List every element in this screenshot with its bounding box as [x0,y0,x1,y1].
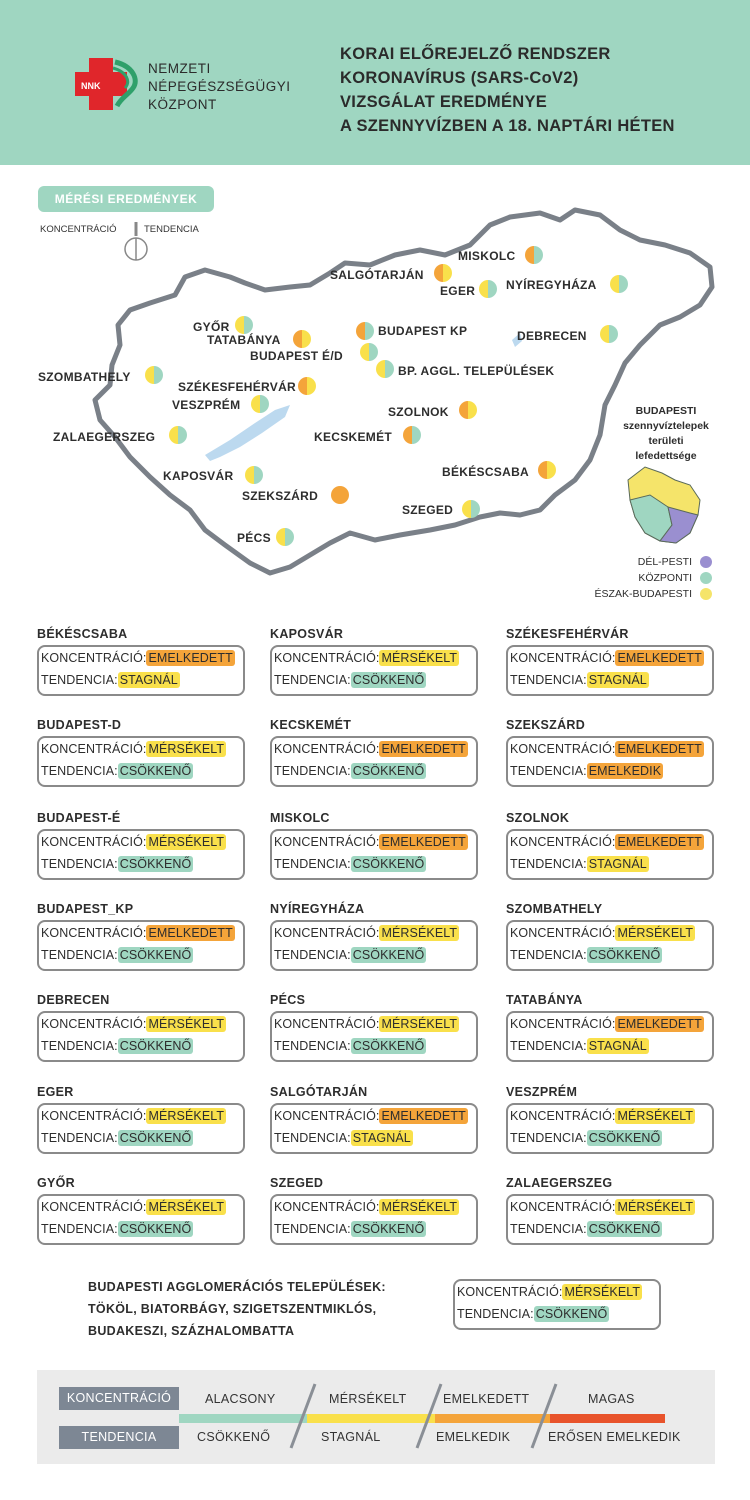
card-title: BÉKÉSCSABA [37,627,128,641]
city-card [506,1011,714,1062]
card-title: DEBRECEN [37,993,110,1007]
card-title: PÉCS [270,993,306,1007]
note-line: szennyvíztelepek [623,420,709,432]
card-title: GYŐR [37,1176,76,1190]
tendency-value: CSÖKKENŐ [352,948,425,962]
concentration-label: KONCENTRÁCIÓ: [274,926,380,940]
concentration-label: KONCENTRÁCIÓ: [41,835,147,849]
concentration-row [510,1200,695,1214]
tendency-label: TENDENCIA: [41,857,118,871]
concentration-row [510,1017,704,1031]
map-label-veszprem: VESZPRÉM [172,398,241,412]
tendency-value: CSÖKKENŐ [352,1222,425,1236]
scale-stagnal: STAGNÁL [321,1430,381,1444]
map-label-szekesfehervar: SZÉKESFEHÉRVÁR [178,380,297,394]
map-dot-debrecen [600,325,618,343]
tendency-label: TENDENCIA: [41,948,118,962]
map-dot-szekesfehervar [298,377,316,395]
eszak-budapesti-dot [700,588,712,600]
city-card [270,1011,478,1062]
map-label-szombathely: SZOMBATHELY [38,370,131,384]
card-title: KECSKEMÉT [270,718,352,732]
concentration-value: EMELKEDETT [381,1109,466,1123]
map-label-salgotarjan: SALGÓTARJÁN [330,268,424,282]
tendency-value: CSÖKKENŐ [352,1039,425,1053]
concentration-label: KONCENTRÁCIÓ: [41,1109,147,1123]
tendency-label: TENDENCIA: [510,948,587,962]
map-dot-zalaegerszeg [169,426,187,444]
header-banner [0,0,750,165]
scale-emelkedett: EMELKEDETT [443,1392,530,1406]
concentration-value: MÉRSÉKELT [564,1285,641,1299]
concentration-label: KONCENTRÁCIÓ: [274,1200,380,1214]
concentration-label: KONCENTRÁCIÓ: [274,1109,380,1123]
tendency-label: TENDENCIA: [41,1131,118,1145]
del-pesti-dot [700,556,712,568]
tendency-value: CSÖKKENŐ [535,1307,608,1321]
city-card [37,920,245,971]
title-line: KORONAVÍRUS (SARS-CoV2) [340,69,579,87]
measurement-results-pill: MÉRÉSI EREDMÉNYEK [38,186,214,212]
card-title: VESZPRÉM [506,1085,578,1099]
concentration-value: MÉRSÉKELT [381,926,458,940]
tendency-value: STAGNÁL [588,673,647,687]
tendency-row [41,857,193,871]
concentration-label: KONCENTRÁCIÓ: [510,835,616,849]
city-card [37,645,245,696]
concentration-label: KONCENTRÁCIÓ: [274,1017,380,1031]
concentration-label: KONCENTRÁCIÓ: [41,1017,147,1031]
concentration-value: EMELKEDETT [148,651,233,665]
agglomeration-line: BUDAPESTI AGGLOMERÁCIÓS TELEPÜLÉSEK: [88,1280,386,1294]
budapest-coverage-note [612,404,720,464]
tendency-value: CSÖKKENŐ [588,948,661,962]
org-line: NEMZETI [148,61,211,76]
city-card [506,920,714,971]
map-label-kecskemet: KECSKEMÉT [314,430,393,444]
tendency-row [510,1039,649,1053]
concentration-value: MÉRSÉKELT [148,1017,225,1031]
concentration-value: EMELKEDETT [148,926,233,940]
tendency-row [510,764,663,778]
city-card [37,1103,245,1154]
agglomeration-line: BUDAKESZI, SZÁZHALOMBATTA [88,1324,295,1338]
concentration-value: MÉRSÉKELT [381,1017,458,1031]
tendency-row [457,1307,609,1321]
legend-tendency: TENDENCIA [144,224,199,235]
card-title: NYÍREGYHÁZA [270,902,365,916]
city-card [506,645,714,696]
agglomeration-card [453,1279,661,1330]
scale-mersekelt: MÉRSÉKELT [329,1392,407,1406]
scale-legend [37,1370,715,1464]
map-label-budapest-ed: BUDAPEST É/D [250,349,343,363]
concentration-value: MÉRSÉKELT [617,926,694,940]
tendency-row [41,673,180,687]
tendency-label: TENDENCIA: [41,1222,118,1236]
city-card [270,829,478,880]
city-card [506,829,714,880]
concentration-row [41,651,235,665]
concentration-row [41,1200,226,1214]
tendency-row [41,764,193,778]
tendency-row [510,1131,662,1145]
map-dot-bekescsaba [538,461,556,479]
card-title: TATABÁNYA [506,993,583,1007]
concentration-value: EMELKEDETT [617,1017,702,1031]
tendency-value: STAGNÁL [588,1039,647,1053]
tendency-row [274,948,426,962]
map-label-bp-aggl: BP. AGGL. TELEPÜLÉSEK [398,364,555,378]
card-title: SZEGED [270,1176,324,1190]
tendency-label: TENDENCIA: [274,948,351,962]
tendency-value: STAGNÁL [588,857,647,871]
map-dot-kecskemet [403,426,421,444]
legend-concentration: KONCENTRÁCIÓ [40,224,117,235]
tendency-label: TENDENCIA: [510,1222,587,1236]
card-title: SZOLNOK [506,811,570,825]
concentration-value: MÉRSÉKELT [617,1200,694,1214]
concentration-value: MÉRSÉKELT [381,1200,458,1214]
balaton-lake [205,405,290,461]
card-title: KAPOSVÁR [270,627,344,641]
concentration-row [510,651,704,665]
map-dot-budapest-ed [360,343,378,361]
scale-concentration-label: KONCENTRÁCIÓ [59,1387,179,1410]
map-label-pecs: PÉCS [237,531,271,545]
map-dot-gyor [235,316,253,334]
concentration-label: KONCENTRÁCIÓ: [274,651,380,665]
concentration-row [274,1017,459,1031]
map-dot-szeged [462,500,480,518]
tendency-value: CSÖKKENŐ [119,857,192,871]
legend-kozponti: KÖZPONTI [638,572,692,584]
note-line: BUDAPESTI [635,405,697,417]
concentration-row [41,835,226,849]
card-title: SZOMBATHELY [506,902,603,916]
title-line: VIZSGÁLAT EREDMÉNYE [340,93,548,111]
concentration-label: KONCENTRÁCIÓ: [510,1017,616,1031]
map-dot-veszprem [251,395,269,413]
map-label-tatabanya: TATABÁNYA [207,333,281,347]
tendency-row [510,1222,662,1236]
map-dot-szolnok [459,401,477,419]
tendency-label: TENDENCIA: [510,1039,587,1053]
map-label-gyor: GYŐR [193,320,230,334]
tendency-value: CSÖKKENŐ [588,1131,661,1145]
map-dot-pecs [276,528,294,546]
tendency-row [274,764,426,778]
map-dot-kaposvar [245,466,263,484]
concentration-label: KONCENTRÁCIÓ: [510,651,616,665]
tendency-value: CSÖKKENŐ [588,1222,661,1236]
concentration-label: KONCENTRÁCIÓ: [41,651,147,665]
concentration-row [457,1285,642,1299]
concentration-row [41,1017,226,1031]
concentration-value: MÉRSÉKELT [617,1109,694,1123]
tendency-label: TENDENCIA: [41,764,118,778]
card-title: BUDAPEST-É [37,811,121,825]
tendency-label: TENDENCIA: [274,857,351,871]
tendency-row [510,948,662,962]
tendency-label: TENDENCIA: [510,764,587,778]
concentration-row [274,835,468,849]
concentration-value: MÉRSÉKELT [381,651,458,665]
city-card [37,1011,245,1062]
tendency-value: CSÖKKENŐ [119,1222,192,1236]
concentration-value: EMELKEDETT [617,835,702,849]
concentration-value: MÉRSÉKELT [148,1109,225,1123]
scale-alacsony: ALACSONY [205,1392,276,1406]
note-line: területi [648,435,684,447]
map-label-kaposvar: KAPOSVÁR [163,469,234,483]
tendency-row [510,857,649,871]
city-card [37,829,245,880]
map-dot-szombathely [145,366,163,384]
map-label-zalaegerszeg: ZALAEGERSZEG [53,430,156,444]
title-line: KORAI ELŐREJELZŐ RENDSZER [340,45,611,63]
card-title: EGER [37,1085,74,1099]
tendency-label: TENDENCIA: [274,1131,351,1145]
tendency-row [510,673,649,687]
tendency-row [41,948,193,962]
map-dot-nyiregyhaza [610,275,628,293]
concentration-row [510,835,704,849]
tendency-label: TENDENCIA: [510,857,587,871]
map-dot-eger [479,280,497,298]
city-card [37,1194,245,1245]
concentration-value: EMELKEDETT [617,742,702,756]
legend-del-pesti: DÉL-PESTI [637,556,692,568]
card-title: ZALAEGERSZEG [506,1176,613,1190]
title-line: A SZENNYVÍZBEN A 18. NAPTÁRI HÉTEN [340,117,675,135]
tendency-value: CSÖKKENŐ [119,1039,192,1053]
concentration-label: KONCENTRÁCIÓ: [41,742,147,756]
tendency-value: CSÖKKENŐ [119,1131,192,1145]
card-title: BUDAPEST-D [37,718,122,732]
card-title: SALGÓTARJÁN [270,1085,368,1099]
map-dot-miskolc [525,246,543,264]
tendency-row [41,1039,193,1053]
concentration-row [274,926,459,940]
nnk-logo-icon [75,58,143,110]
concentration-row [510,742,704,756]
map-label-miskolc: MISKOLC [458,249,516,263]
map-label-budapest-kp: BUDAPEST KP [378,324,468,338]
tendency-value: CSÖKKENŐ [119,764,192,778]
tendency-value: CSÖKKENŐ [352,764,425,778]
city-card [506,736,714,787]
concentration-value: EMELKEDETT [381,835,466,849]
city-card [270,645,478,696]
city-card [37,736,245,787]
tendency-row [274,1039,426,1053]
tendency-row [274,1131,413,1145]
map-dot-budapest-kp [356,322,374,340]
map-dot-szekszard [331,486,349,504]
concentration-label: KONCENTRÁCIÓ: [457,1285,563,1299]
scale-erosen-emelkedik: ERŐSEN EMELKEDIK [548,1430,681,1444]
concentration-label: KONCENTRÁCIÓ: [510,1200,616,1214]
concentration-value: MÉRSÉKELT [148,742,225,756]
city-card [270,1194,478,1245]
map-label-nyiregyhaza: NYÍREGYHÁZA [506,278,597,292]
tendency-label: TENDENCIA: [274,764,351,778]
map-label-debrecen: DEBRECEN [517,329,587,343]
map-label-bekescsaba: BÉKÉSCSABA [442,465,530,479]
card-title: BUDAPEST_KP [37,902,134,916]
agglomeration-text [88,1276,386,1342]
map-label-szekszard: SZEKSZÁRD [242,489,319,503]
org-line: NÉPEGÉSZSÉGÜGYI [148,79,291,94]
tendency-value: CSÖKKENŐ [352,673,425,687]
tendency-value: EMELKEDIK [588,764,662,778]
city-card [270,1103,478,1154]
tendency-value: CSÖKKENŐ [352,857,425,871]
map-label-szolnok: SZOLNOK [388,405,449,419]
tendency-label: TENDENCIA: [274,1039,351,1053]
concentration-label: KONCENTRÁCIÓ: [510,1109,616,1123]
scale-emelkedik: EMELKEDIK [436,1430,511,1444]
concentration-value: EMELKEDETT [617,651,702,665]
tendency-label: TENDENCIA: [510,1131,587,1145]
map-label-szeged: SZEGED [402,503,454,517]
concentration-row [274,1109,468,1123]
concentration-value: MÉRSÉKELT [148,1200,225,1214]
concentration-label: KONCENTRÁCIÓ: [274,742,380,756]
org-line: KÖZPONT [148,97,217,112]
map-dot-bp-aggl [376,360,394,378]
concentration-row [274,1200,459,1214]
map-dot-tatabanya [293,330,311,348]
scale-dividers [37,1370,715,1464]
concentration-row [41,742,226,756]
concentration-label: KONCENTRÁCIÓ: [510,926,616,940]
concentration-row [41,926,235,940]
note-line: lefedettsége [635,450,697,462]
concentration-label: KONCENTRÁCIÓ: [41,926,147,940]
page-title [340,42,675,138]
concentration-row [510,1109,695,1123]
scale-magas: MAGAS [588,1392,635,1406]
concentration-label: KONCENTRÁCIÓ: [510,742,616,756]
city-card [270,736,478,787]
city-card [506,1103,714,1154]
tendency-row [274,673,426,687]
scale-tendency-label: TENDENCIA [59,1426,179,1449]
card-title: MISKOLC [270,811,330,825]
tendency-label: TENDENCIA: [274,1222,351,1236]
legend-eszak-budapesti: ÉSZAK-BUDAPESTI [594,588,692,600]
concentration-label: KONCENTRÁCIÓ: [41,1200,147,1214]
tendency-label: TENDENCIA: [274,673,351,687]
agglomeration-line: TÖKÖL, BIATORBÁGY, SZIGETSZENTMIKLÓS, [88,1302,377,1316]
city-card [506,1194,714,1245]
concentration-value: MÉRSÉKELT [148,835,225,849]
tendency-row [41,1131,193,1145]
tendency-label: TENDENCIA: [41,673,118,687]
tendency-row [41,1222,193,1236]
organization-name [148,60,291,114]
concentration-row [41,1109,226,1123]
kozponti-dot [700,572,712,584]
concentration-row [274,742,468,756]
concentration-row [274,651,459,665]
logo-text: NNK [81,81,101,91]
card-title: SZEKSZÁRD [506,718,586,732]
tendency-label: TENDENCIA: [41,1039,118,1053]
tendency-row [274,857,426,871]
concentration-label: KONCENTRÁCIÓ: [274,835,380,849]
tendency-value: CSÖKKENŐ [119,948,192,962]
map-label-eger: EGER [440,284,476,298]
tendency-row [274,1222,426,1236]
scale-csokkeno: CSÖKKENŐ [197,1430,271,1444]
tendency-value: STAGNÁL [119,673,178,687]
tendency-value: STAGNÁL [352,1131,411,1145]
concentration-value: EMELKEDETT [381,742,466,756]
concentration-row [510,926,695,940]
map-dot-salgotarjan [434,264,452,282]
card-title: SZÉKESFEHÉRVÁR [506,627,629,641]
city-card [270,920,478,971]
tendency-label: TENDENCIA: [457,1307,534,1321]
tendency-label: TENDENCIA: [510,673,587,687]
